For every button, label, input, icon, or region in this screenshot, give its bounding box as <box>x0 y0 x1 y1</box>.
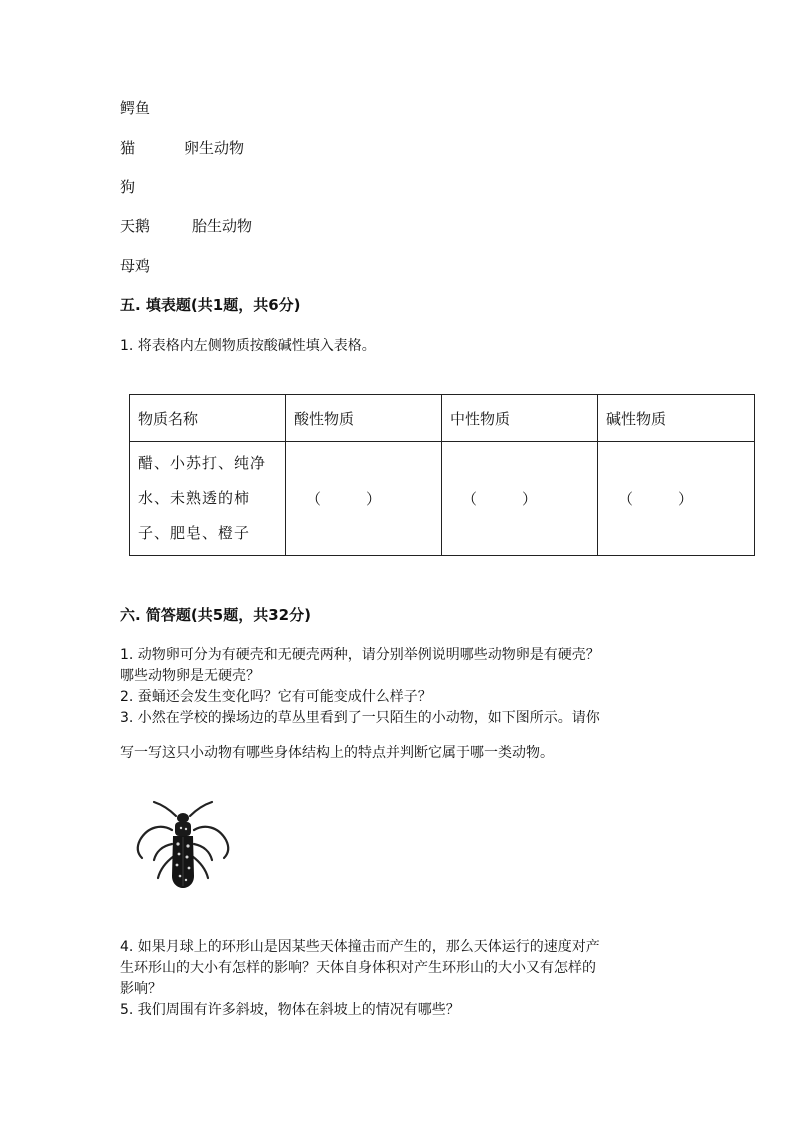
q1-line2: 哪些动物卵是无硬壳？ <box>120 668 260 684</box>
answer-blank: （ ） <box>306 490 382 508</box>
acid-base-table <box>129 394 755 556</box>
section5-heading: 五. 填表题(共1题，共6分) <box>120 296 301 314</box>
table-row <box>130 442 755 556</box>
alkaline-answer-cell[interactable] <box>598 442 755 556</box>
table-header-cell: 中性物质 <box>442 395 598 442</box>
table-header-row <box>130 395 755 442</box>
match-left-item-hen: 母鸡 <box>120 257 151 275</box>
q5: 5. 我们周围有许多斜坡，物体在斜坡上的情况有哪些？ <box>120 1002 460 1018</box>
match-left-item-crocodile: 鳄鱼 <box>120 99 151 117</box>
match-left-item-dog: 狗 <box>120 178 136 196</box>
q2: 2. 蚕蛹还会发生变化吗？它有可能变成什么样子？ <box>120 689 432 705</box>
q3-line1: 3. 小然在学校的操场边的草丛里看到了一只陌生的小动物，如下图所示。请你 <box>120 710 600 726</box>
table-header-cell: 碱性物质 <box>598 395 755 442</box>
q4-line3: 影响？ <box>120 981 162 997</box>
table-header-cell: 酸性物质 <box>286 395 442 442</box>
q4-line1: 4. 如果月球上的环形山是因某些天体撞击而产生的，那么天体运行的速度对产 <box>120 939 600 955</box>
beetle-image <box>132 796 234 892</box>
answer-blank: （ ） <box>618 490 694 508</box>
q4-line2: 生环形山的大小有怎样的影响？天体自身体积对产生环形山的大小又有怎样的 <box>120 960 596 976</box>
answer-blank: （ ） <box>462 490 538 508</box>
q1-line1: 1. 动物卵可分为有硬壳和无硬壳两种，请分别举例说明哪些动物卵是有硬壳？ <box>120 647 600 663</box>
match-right-item-oviparous: 卵生动物 <box>184 139 245 157</box>
acidic-answer-cell[interactable] <box>286 442 442 556</box>
table-header-cell: 物质名称 <box>130 395 286 442</box>
match-right-item-viviparous: 胎生动物 <box>192 217 253 235</box>
match-left-item-swan: 天鹅 <box>120 217 151 235</box>
q3-line2: 写一写这只小动物有哪些身体结构上的特点并判断它属于哪一类动物。 <box>120 745 554 761</box>
section6-heading: 六. 简答题(共5题，共32分) <box>120 606 311 624</box>
neutral-answer-cell[interactable] <box>442 442 598 556</box>
substance-list-cell: 醋、小苏打、纯净水、未熟透的柿子、肥皂、橙子 <box>130 442 286 556</box>
section5-question: 1. 将表格内左侧物质按酸碱性填入表格。 <box>120 338 376 354</box>
match-left-item-cat: 猫 <box>120 139 136 157</box>
